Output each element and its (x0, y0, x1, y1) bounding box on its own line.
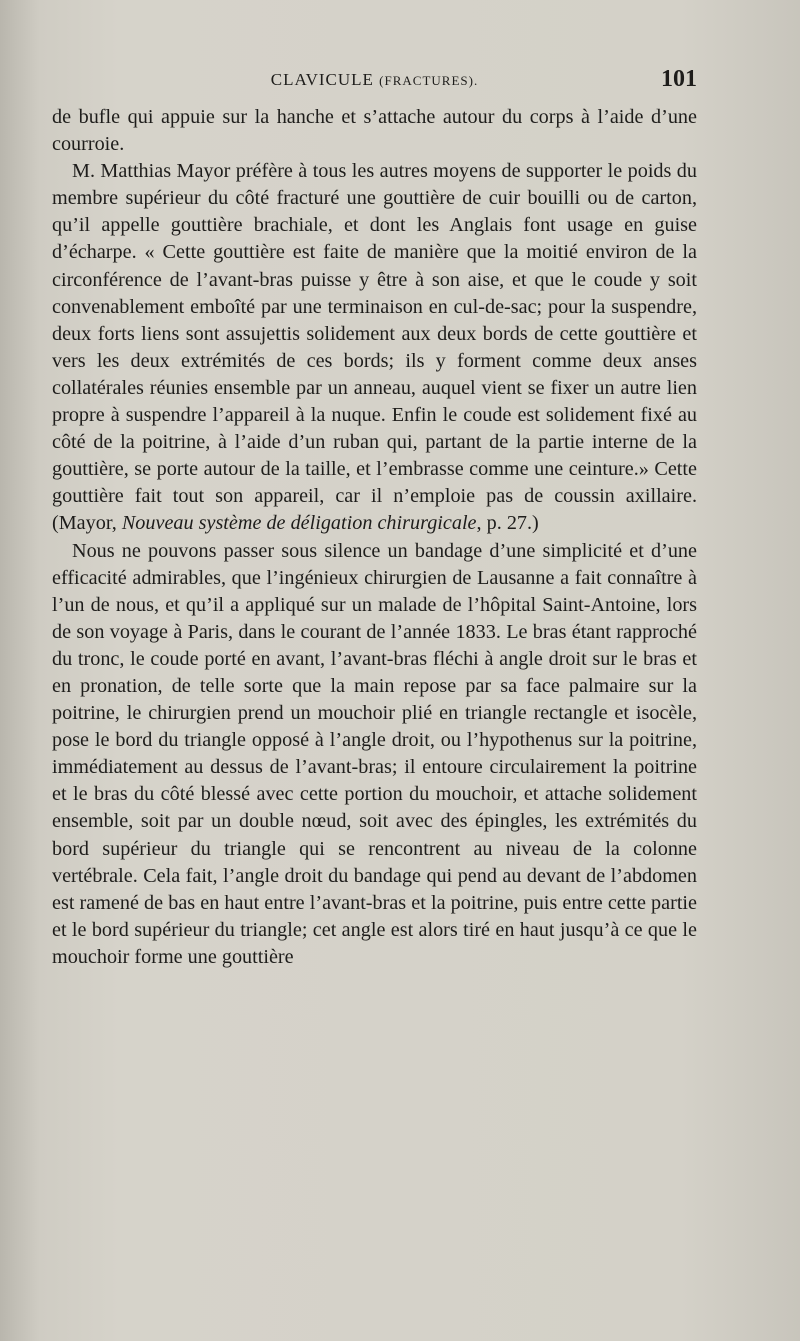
page-number: 101 (661, 66, 697, 92)
paragraph-1-text: de bufle qui appuie sur la hanche et s’attache autour du corps à l’aide d’une courroie. (52, 106, 697, 156)
paragraph-2-text: M. Matthias Mayor préfère à tous les autres moyens de supporter le poids du membre supérieur du côté fracturé une gouttière de cuir bouilli ou de carton, qu’il appelle gouttière brachiale, et dont les Anglais font usage en guise d’écharpe. « Cette gouttière est faite de manière que la moitié environ de la circonférence de l’avant-bras puisse y être à son aise, et que le coude y soit convenablement emboîté par une terminaison en cul-de-sac; pour la suspendre, deux forts liens sont assujettis solidement aux deux bords de cette gouttière et vers les deux extrémités de ces bords; ils y forment comme deux anses collatérales réunies ensemble par un anneau, auquel vient se fixer un autre lien propre à suspendre l’appareil à la nuque. Enfin le coude est solidement fixé au côté de la poitrine, à l’aide d’un ruban qui, partant de la partie interne de la gouttière, se porte autour de la taille, et l’embrasse comme une ceinture.» Cette gouttière fait tout son appareil, car il n’emploie pas de coussin axillaire. (Mayor, (52, 160, 697, 535)
body-text (52, 104, 697, 971)
paragraph-3-text: Nous ne pouvons passer sous silence un bandage d’une simplicité et d’une efficacité admirables, que l’ingénieux chirurgien de Lausanne a fait connaître à l’un de nous, et qu’il a appliqué sur un malade de l’hôpital Saint-Antoine, lors de son voyage à Paris, dans le courant de l’année 1833. Le bras étant rapproché du tronc, le coude porté en avant, l’avant-bras fléchi à angle droit sur le bras et en pronation, de telle sorte que la main repose par sa face palmaire sur la poitrine, le chirurgien prend un mouchoir plié en triangle rectangle et isocèle, pose le bord du triangle opposé à l’angle droit, ou l’hypothenus sur la poitrine, immédiatement au dessus de l’avant-bras; il entoure circulairement la poitrine et le bras du côté blessé avec cette portion du mouchoir, et attache solidement ensemble, soit par un double nœud, soit avec des épingles, les extrémités du bord supérieur du triangle qui se rencontrent au niveau de la colonne vertébrale. Cela fait, l’angle droit du bandage qui pend au devant de l’abdomen est ramené de bas en haut entre l’avant-bras et la poitrine, puis entre cette partie et le bord supérieur du triangle; cet angle est alors tiré en haut jusqu’à ce que le mouchoir forme une gouttière (52, 539, 697, 968)
running-head (52, 70, 697, 90)
paragraph-1 (52, 104, 697, 158)
citation-title: Nouveau système de déligation chirurgicale (121, 512, 477, 535)
page-header (52, 66, 697, 96)
running-head-subtitle: (FRACTURES). (379, 73, 479, 88)
paragraph-2 (52, 158, 697, 537)
paragraph-3 (52, 538, 697, 972)
running-head-title: CLAVICULE (270, 70, 374, 89)
citation-page: , p. 27.) (476, 512, 539, 535)
